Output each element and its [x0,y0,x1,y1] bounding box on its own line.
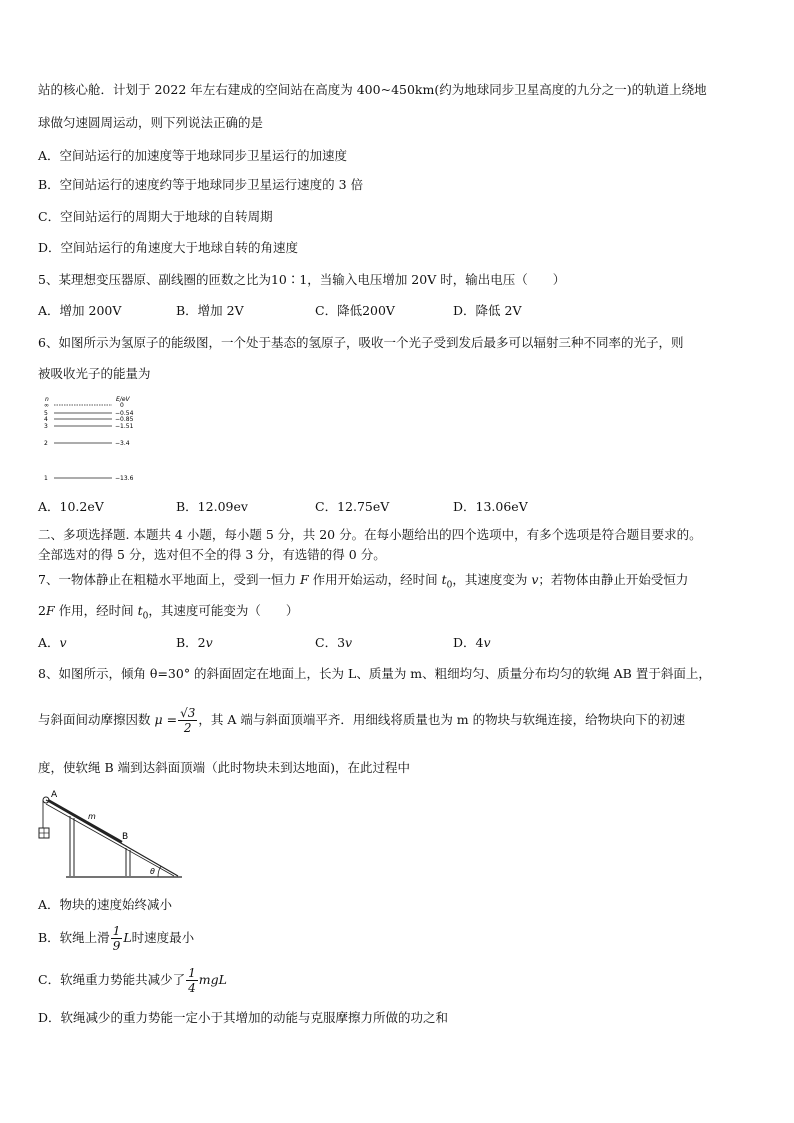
intro-option-a: A．空间站运行的加速度等于地球同步卫星运行的加速度 [38,148,348,163]
q7-option-a-var: v [59,635,67,650]
level-e-inf: 0 [120,402,124,409]
q8-optc-num: 1 [188,966,196,980]
q7-option-d-label: D．4 [453,635,484,650]
q7-line1-a: 7、一物体静止在粗糙水平地面上，受到一恒力 [38,572,300,587]
q7-option-b-var: v [205,635,213,650]
q7-line2-f: F [45,603,55,618]
mu-denominator: 2 [183,721,192,735]
q8-option-d: D．软绳减少的重力势能一定小于其增加的动能与克服摩擦力所做的功之和 [38,1010,449,1025]
q6-option-a: A．10.2eV [38,499,104,514]
label-m: m [88,812,96,821]
q7-line2-t: t [137,603,143,618]
q6-line-2: 被吸收光子的能量为 [38,366,151,381]
q7-option-c [315,635,352,651]
q7-line1-b: 作用开始运动，经时间 [308,572,442,587]
q7-option-c-label: C．3 [315,635,346,650]
q7-line1-v: v [531,572,539,587]
intro-line-1: 站的核心舱．计划于 2022 年左右建成的空间站在高度为 400~450km(约为地球同步卫星高度的九分之一)的轨道上绕地 [38,82,707,97]
q6-option-b: B．12.09ev [176,499,248,514]
level-e-1: −13.6 [115,475,134,482]
q7-line1-d: ；若物体由静止开始受恒力 [538,572,689,587]
level-n-1: 1 [44,475,48,482]
q7-option-a-label: A． [38,635,60,650]
q8-line-2 [38,703,685,737]
level-n-3: 3 [44,423,48,430]
q6-option-d: D．13.06eV [453,499,528,514]
q7-line2-b: 作用，经时间 [54,603,138,618]
label-theta: θ [150,867,155,876]
level-e-4: −0.85 [115,416,134,423]
diagram-n-label: n [45,396,49,403]
q7-option-a [38,635,67,651]
q7-option-c-var: v [345,635,353,650]
section2-line-2: 全部选对的得 5 分，选对但不全的得 3 分，有选错的得 0 分。 [38,547,386,562]
soft-rope-ab [48,800,122,842]
q8-optc-den: 4 [188,981,196,995]
q8-optb-fraction [111,924,123,953]
level-n-4: 4 [44,416,48,423]
level-n-2: 2 [44,440,48,447]
mu-fraction [178,706,197,735]
mu-symbol: μ = [154,712,178,727]
q8-optb-den: 9 [112,939,121,953]
q7-line-2 [38,603,298,625]
q8-optb-num: 1 [112,924,121,938]
q8-line2-a: 与斜面间动摩擦因数 [38,712,155,727]
q7-option-d [453,635,491,651]
q8-optb-a: B．软绳上滑 [38,930,110,945]
intro-line-2: 球做匀速圆周运动，则下列说法正确的是 [38,115,264,130]
q5-stem: 5、某理想变压器原、副线圈的匝数之比为10∶1，当输入电压增加 20V 时，输出电压（ ） [38,272,566,287]
q7-line2-c: ，其速度可能变为（ ） [148,603,299,618]
q5-option-d: D．降低 2V [453,303,522,318]
q7-line1-t: t [441,572,447,587]
q7-option-b [176,635,213,651]
q7-line1-sub: 0 [446,580,453,591]
incline-surface-inner [46,804,174,876]
level-e-2: −3.4 [115,440,130,447]
q7-line-1 [38,572,688,594]
intro-option-b: B．空间站运行的速度约等于地球同步卫星运行速度的 3 倍 [38,177,364,192]
q8-optc-a: C．软绳重力势能共减少了 [38,972,186,987]
level-n-5: 5 [44,410,48,417]
level-e-3: −1.51 [115,423,134,430]
energy-level-diagram [40,395,150,487]
intro-option-c: C．空间站运行的周期大于地球的自转周期 [38,209,273,224]
q6-line-1: 6、如图所示为氢原子的能级图，一个处于基态的氢原子，吸收一个光子受到发后最多可以辐射三种不同率的光子，则 [38,335,684,350]
q5-option-b: B．增加 2V [176,303,244,318]
q8-optc-fraction [186,966,198,995]
mu-numerator: √3 [180,706,196,720]
q7-line2-a: 2 [38,603,46,618]
q8-option-b [38,921,194,955]
q8-option-c [38,963,227,997]
q8-line-1: 8、如图所示，倾角 θ=30° 的斜面固定在地面上，长为 L、质量为 m、粗细均匀、质量分布均匀的软绳 AB 置于斜面上， [38,666,711,681]
section2-line-1: 二、多项选择题. 本题共 4 小题，每小题 5 分，共 20 分。在每小题给出的四个选项中，有多个选项是符合题目要求的。 [38,527,702,542]
level-n-inf: ∞ [44,402,49,409]
q8-optb-b: 时速度最小 [131,930,195,945]
q8-optc-var: mgL [198,972,227,987]
q8-option-a: A．物块的速度始终减小 [38,897,173,912]
q7-line1-c: ，其速度变为 [452,572,532,587]
q7-line1-f: F [299,572,309,587]
incline-diagram [36,786,186,880]
intro-option-d: D．空间站运行的角速度大于地球自转的角速度 [38,240,299,255]
label-a: A [51,790,58,800]
q7-option-d-var: v [483,635,491,650]
q8-line2-b: ，其 A 端与斜面顶端平齐．用细线将质量也为 m 的物块与软绳连接，给物块向下的初速 [198,712,686,727]
level-e-5: −0.54 [115,410,134,417]
diagram-energy-label: E/eV [116,396,130,403]
q8-optb-var: L [123,930,132,945]
q8-line-3: 度，使软绳 B 端到达斜面顶端（此时物块未到达地面)，在此过程中 [38,760,411,775]
q6-option-c: C．12.75eV [315,499,390,514]
q7-option-b-label: B．2 [176,635,206,650]
q5-option-c: C．降低200V [315,303,395,318]
q5-option-a: A．增加 200V [38,303,122,318]
label-b: B [122,832,129,842]
q7-line2-sub: 0 [142,611,149,622]
